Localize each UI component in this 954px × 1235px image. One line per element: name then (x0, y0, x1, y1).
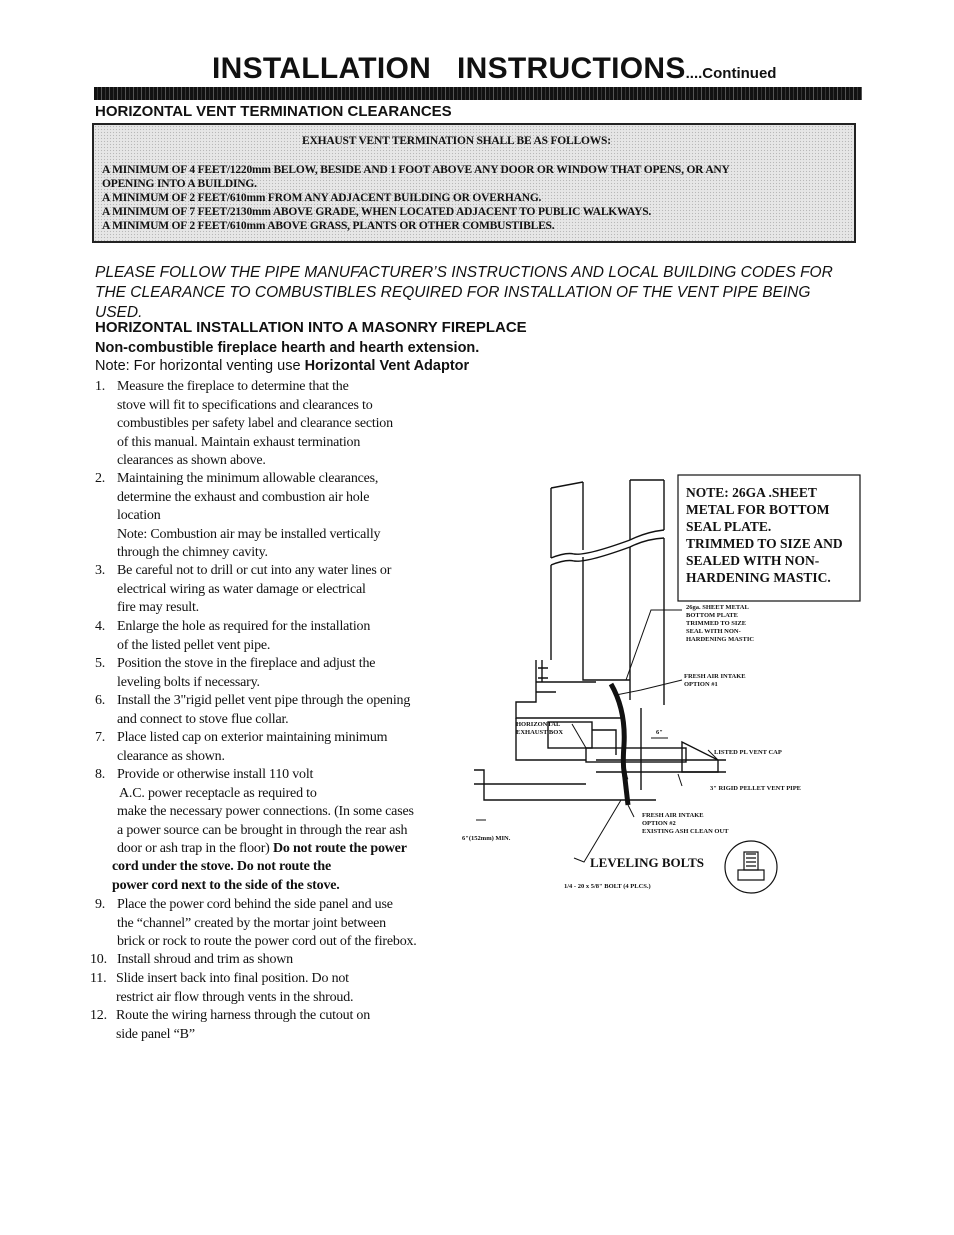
power-cord-warning: cord under the stove. Do not route the (112, 859, 331, 874)
callout-leaders (476, 610, 718, 862)
note-line: TRIMMED TO SIZE AND (686, 536, 843, 551)
bolt-spec-label: 1/4 - 20 x 5/8" BOLT (4 PLCS.) (564, 883, 651, 890)
exhaust-box-label: EXHAUST BOX (516, 729, 564, 736)
fresh-air-option-2-label: FRESH AIR INTAKE (642, 812, 704, 819)
warning-text (95, 263, 855, 323)
step-line: of the listed pellet vent pipe. (117, 637, 271, 653)
note-line: METAL FOR BOTTOM (686, 502, 830, 517)
step-line: determine the exhaust and combustion air hole (117, 489, 370, 505)
step-line: clearance as shown. (117, 748, 225, 764)
fresh-air-option-2-label: EXISTING ASH CLEAN OUT (642, 828, 729, 835)
note-line: SEAL PLATE. (686, 519, 772, 534)
leveling-bolts-label: LEVELING BOLTS (590, 855, 705, 870)
step-line: Place listed cap on exterior maintaining minimum (117, 730, 388, 745)
step-line: through the chimney cavity. (117, 545, 268, 560)
step-line: location (117, 508, 161, 523)
rigid-pipe-label: 3" RIGID PELLET VENT PIPE (710, 785, 802, 792)
step-line: Place the power cord behind the side panel and use (117, 897, 393, 912)
fresh-air-option-1-label: FRESH AIR INTAKE (684, 673, 746, 680)
step-line: A.C. power receptacle as required to (119, 785, 317, 801)
vent-adaptor-note (95, 358, 469, 374)
step-line: and connect to stove flue collar. (117, 711, 289, 727)
clearance-line: A MINIMUM OF 7 FEET/2130mm ABOVE GRADE, WHEN LOCATED ADJACENT TO PUBLIC WALKWAYS. (102, 206, 652, 218)
note-line: HARDENING MASTIC. (686, 570, 831, 585)
step-number: 1. (95, 379, 106, 394)
title-continued: ....Continued (685, 65, 777, 82)
step-number: 4. (95, 619, 106, 634)
step-line: stove will fit to specifications and clearances to (117, 397, 373, 413)
step-line: Slide insert back into final position. Do not (116, 971, 349, 986)
step-number: 12. (90, 1008, 107, 1023)
step-line: brick or rock to route the power cord out of the firebox. (117, 934, 417, 949)
step-line: Provide or otherwise install 110 volt (117, 767, 314, 782)
masonry-heading: HORIZONTAL INSTALLATION INTO A MASONRY FIREPLACE (95, 319, 527, 336)
clearance-line: OPENING INTO A BUILDING. (102, 178, 257, 190)
step-line: Install shroud and trim as shown (117, 952, 293, 967)
step-line: combustibles per safety label and clearance section (117, 416, 393, 431)
step-line: the “channel” created by the mortar joint between (117, 915, 386, 931)
power-cord-warning: Do not route the power (272, 841, 407, 856)
vent-cap-label: LISTED PL VENT CAP (714, 749, 782, 756)
leveling-bolt-icon (725, 841, 777, 893)
note-emphasis: Horizontal Vent Adaptor (304, 358, 470, 374)
step-number: 2. (95, 471, 106, 486)
note-prefix: Note: For horizontal venting use (95, 358, 305, 374)
step-line: Route the wiring harness through the cutout on (116, 1008, 371, 1023)
power-cord-warning: power cord next to the side of the stove. (112, 878, 340, 893)
warning-line: PLEASE FOLLOW THE PIPE MANUFACTURER’S INSTRUCTIONS AND LOCAL BUILDING CODES FOR (95, 264, 833, 281)
note-line: SEALED WITH NON- (686, 553, 820, 568)
clearance-line: A MINIMUM OF 2 FEET/610mm FROM ANY ADJACENT BUILDING OR OVERHANG. (102, 192, 542, 204)
exhaust-box-label: HORIZONTAL (516, 721, 561, 728)
step-line: Position the stove in the fireplace and adjust the (117, 656, 376, 671)
step-line: Measure the fireplace to determine that the (117, 379, 349, 394)
step-line: clearances as shown above. (117, 453, 266, 468)
step-number: 3. (95, 563, 106, 578)
six-inch-label: 6" (656, 729, 663, 736)
step-number: 6. (95, 693, 106, 708)
sheet-metal-label: BOTTOM PLATE (686, 612, 738, 619)
step-line: restrict air flow through vents in the shroud. (116, 989, 354, 1005)
header-rule (94, 87, 862, 100)
step-line: Maintaining the minimum allowable clearances, (117, 471, 379, 486)
fresh-air-option-2-label: OPTION #2 (642, 820, 676, 827)
noncombustible-heading: Non-combustible fireplace hearth and hearth extension. (95, 340, 480, 356)
step-line: fire may result. (117, 600, 199, 615)
step-line: Install the 3"rigid pellet vent pipe through the opening (117, 693, 411, 708)
note-line: NOTE: 26GA .SHEET (686, 485, 817, 500)
warning-line: USED. (95, 304, 143, 321)
clearance-line: A MINIMUM OF 2 FEET/610mm ABOVE GRASS, PLANTS OR OTHER COMBUSTIBLES. (102, 220, 555, 232)
step-number: 11. (90, 971, 107, 986)
step-line: Be careful not to drill or cut into any water lines or (117, 563, 392, 578)
step-line: make the necessary power connections. (In some cases (117, 804, 414, 819)
step-line: Note: Combustion air may be installed vertically (117, 526, 381, 542)
step-number: 10. (90, 952, 107, 967)
title-text: INSTALLATION INSTRUCTIONS (212, 52, 686, 85)
step-number: 8. (95, 767, 106, 782)
step-number: 9. (95, 897, 106, 912)
sheet-metal-label: 26ga. SHEET METAL (686, 604, 749, 611)
clearance-line: A MINIMUM OF 4 FEET/1220mm BELOW, BESIDE AND 1 FOOT ABOVE ANY DOOR OR WINDOW THAT OPENS, OR ANY (102, 164, 730, 176)
step-line-text: door or ash trap in the floor) (117, 841, 270, 856)
step-number: 7. (95, 730, 106, 745)
clearance-box-heading: EXHAUST VENT TERMINATION SHALL BE AS FOLLOWS: (302, 135, 611, 147)
sheet-metal-label: SEAL WITH NON- (686, 628, 741, 635)
sheet-metal-label: TRIMMED TO SIZE (686, 620, 747, 627)
step-line: leveling bolts if necessary. (117, 674, 260, 690)
step-line (117, 840, 414, 859)
page-title (212, 52, 776, 86)
step-number: 5. (95, 656, 106, 671)
step-line: a power source can be brought in through the rear ash (117, 822, 408, 838)
step-line: Enlarge the hole as required for the installation (117, 619, 371, 634)
min-clearance-label: 6"(152mm) MIN. (462, 835, 511, 842)
section-heading: HORIZONTAL VENT TERMINATION CLEARANCES (95, 103, 452, 120)
step-line: side panel “B” (116, 1026, 195, 1042)
fireplace-installation-diagram (456, 470, 866, 900)
fresh-air-option-1-label: OPTION #1 (684, 681, 718, 688)
warning-line: THE CLEARANCE TO COMBUSTIBLES REQUIRED FOR INSTALLATION OF THE VENT PIPE BEING (95, 284, 811, 301)
step-line: electrical wiring as water damage or electrical (117, 581, 366, 597)
step-line: of this manual. Maintain exhaust termination (117, 434, 361, 450)
clearance-box (92, 123, 856, 243)
sheet-metal-label: HARDENING MASTIC (686, 636, 755, 643)
